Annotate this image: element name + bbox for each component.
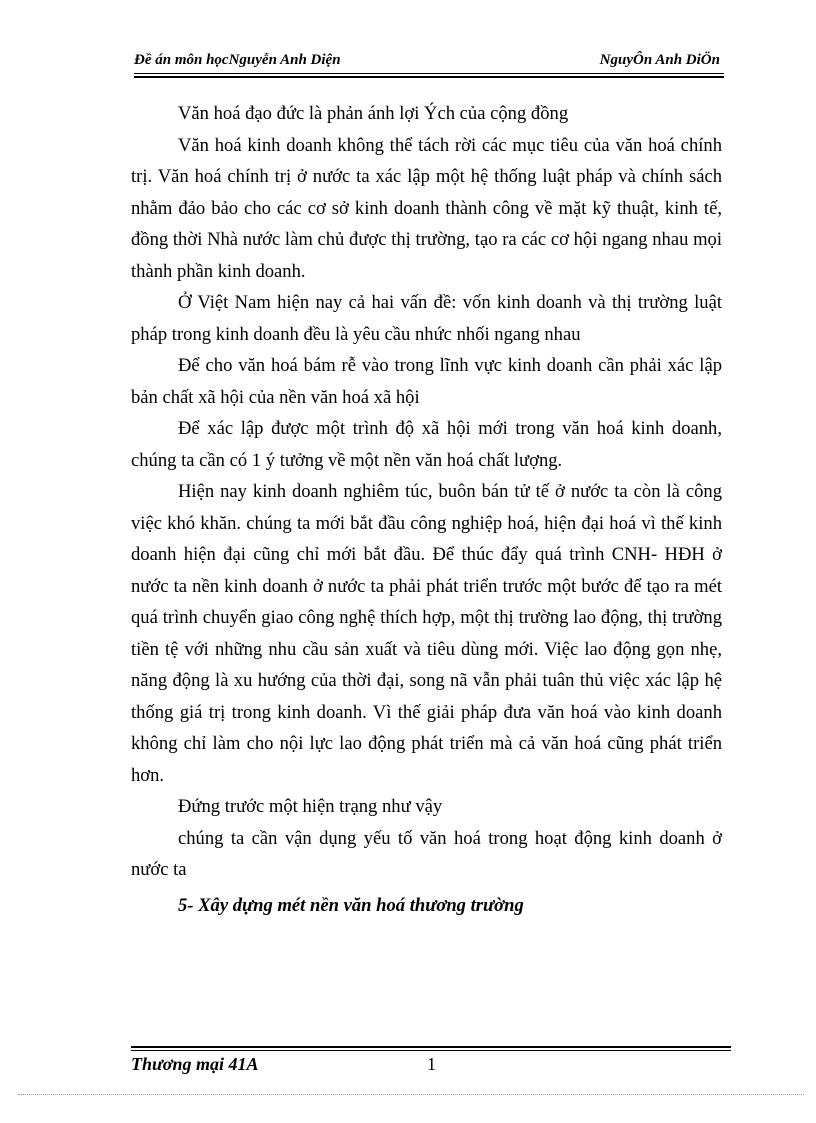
paragraph: Hiện nay kinh doanh nghiêm túc, buôn bán tử tế ở nước ta còn là công việc khó khăn. chúng ta mới bắt đầu công nghiệp hoá, hiện đại hoá vì thế kinh doanh hiện đại cũng chỉ mới bắt đầu. Để thúc đẩy quá trình CNH- HĐH ở nước ta nền kinh doanh ở nước ta phải phát triển trước một bước để tạo ra mét quá trình chuyển giao công nghệ thích hợp, một thị trường lao động, thị trường tiền tệ với những nhu cầu sản xuất và tiêu dùng mới. Việc lao động gọn nhẹ, năng động là xu hướng của thời đại, song nã vẫn phải tuân thủ việc xác lập hệ thống giá trị trong kinh doanh. Vì thế giải pháp đưa văn hoá vào kinh doanh không chỉ làm cho nội lực lao động phát triển mà cả văn hoá cũng phát triển hơn. — [131, 481, 722, 786]
footer-left-text: Thương mại 41A — [131, 1054, 259, 1074]
page-number: 1 — [427, 1054, 436, 1074]
paragraph: Văn hoá kinh doanh không thể tách rời các mục tiêu của văn hoá chính trị. Văn hoá chính trị ở nước ta xác lập một hệ thống luật pháp và chính sách nhằm đảo bảo cho các cơ sở kinh doanh thành công về mặt kỹ thuật, kinh tế, đồng thời Nhà nước làm chủ được thị trường, tạo ra các cơ hội ngang nhau mọi thành phần kinh doanh. — [131, 134, 722, 282]
paragraph: Để cho văn hoá bám rễ vào trong lĩnh vực kinh doanh cần phải xác lập bản chất xã hội của nền văn hoá xã hội — [131, 355, 722, 408]
header-left-text: Đề án môn họcNguyễn Anh Diện — [134, 52, 341, 68]
paragraph: Ở Việt Nam hiện nay cả hai vấn đề: vốn kinh doanh và thị trường luật pháp trong kinh doanh đều là yêu cầu nhức nhối ngang nhau — [131, 292, 722, 345]
paragraph: Để xác lập được một trình độ xã hội mới trong văn hoá kinh doanh, chúng ta cần có 1 ý tưởng về một nền văn hoá chất lượng. — [131, 418, 722, 471]
section-heading: 5- Xây dựng mét nền văn hoá thương trường — [178, 894, 524, 916]
header-rule — [134, 73, 724, 74]
header-right-text: NguyÔn Anh DiÖn — [599, 52, 720, 68]
paragraph: Đứng trước một hiện trạng như vậy — [178, 796, 443, 817]
footer-rule — [131, 1050, 731, 1051]
page-header — [134, 52, 720, 72]
paragraph: Văn hoá đạo đức là phản ánh lợi Ých của cộng đồng — [178, 103, 569, 124]
document-body — [131, 98, 722, 921]
paragraph: chúng ta cần vận dụng yếu tố văn hoá trong hoạt động kinh doanh ở nước ta — [131, 827, 722, 880]
footer-rule-thick — [131, 1046, 731, 1048]
page-boundary-dotted-line — [18, 1094, 804, 1095]
header-rule-thick — [134, 76, 724, 78]
